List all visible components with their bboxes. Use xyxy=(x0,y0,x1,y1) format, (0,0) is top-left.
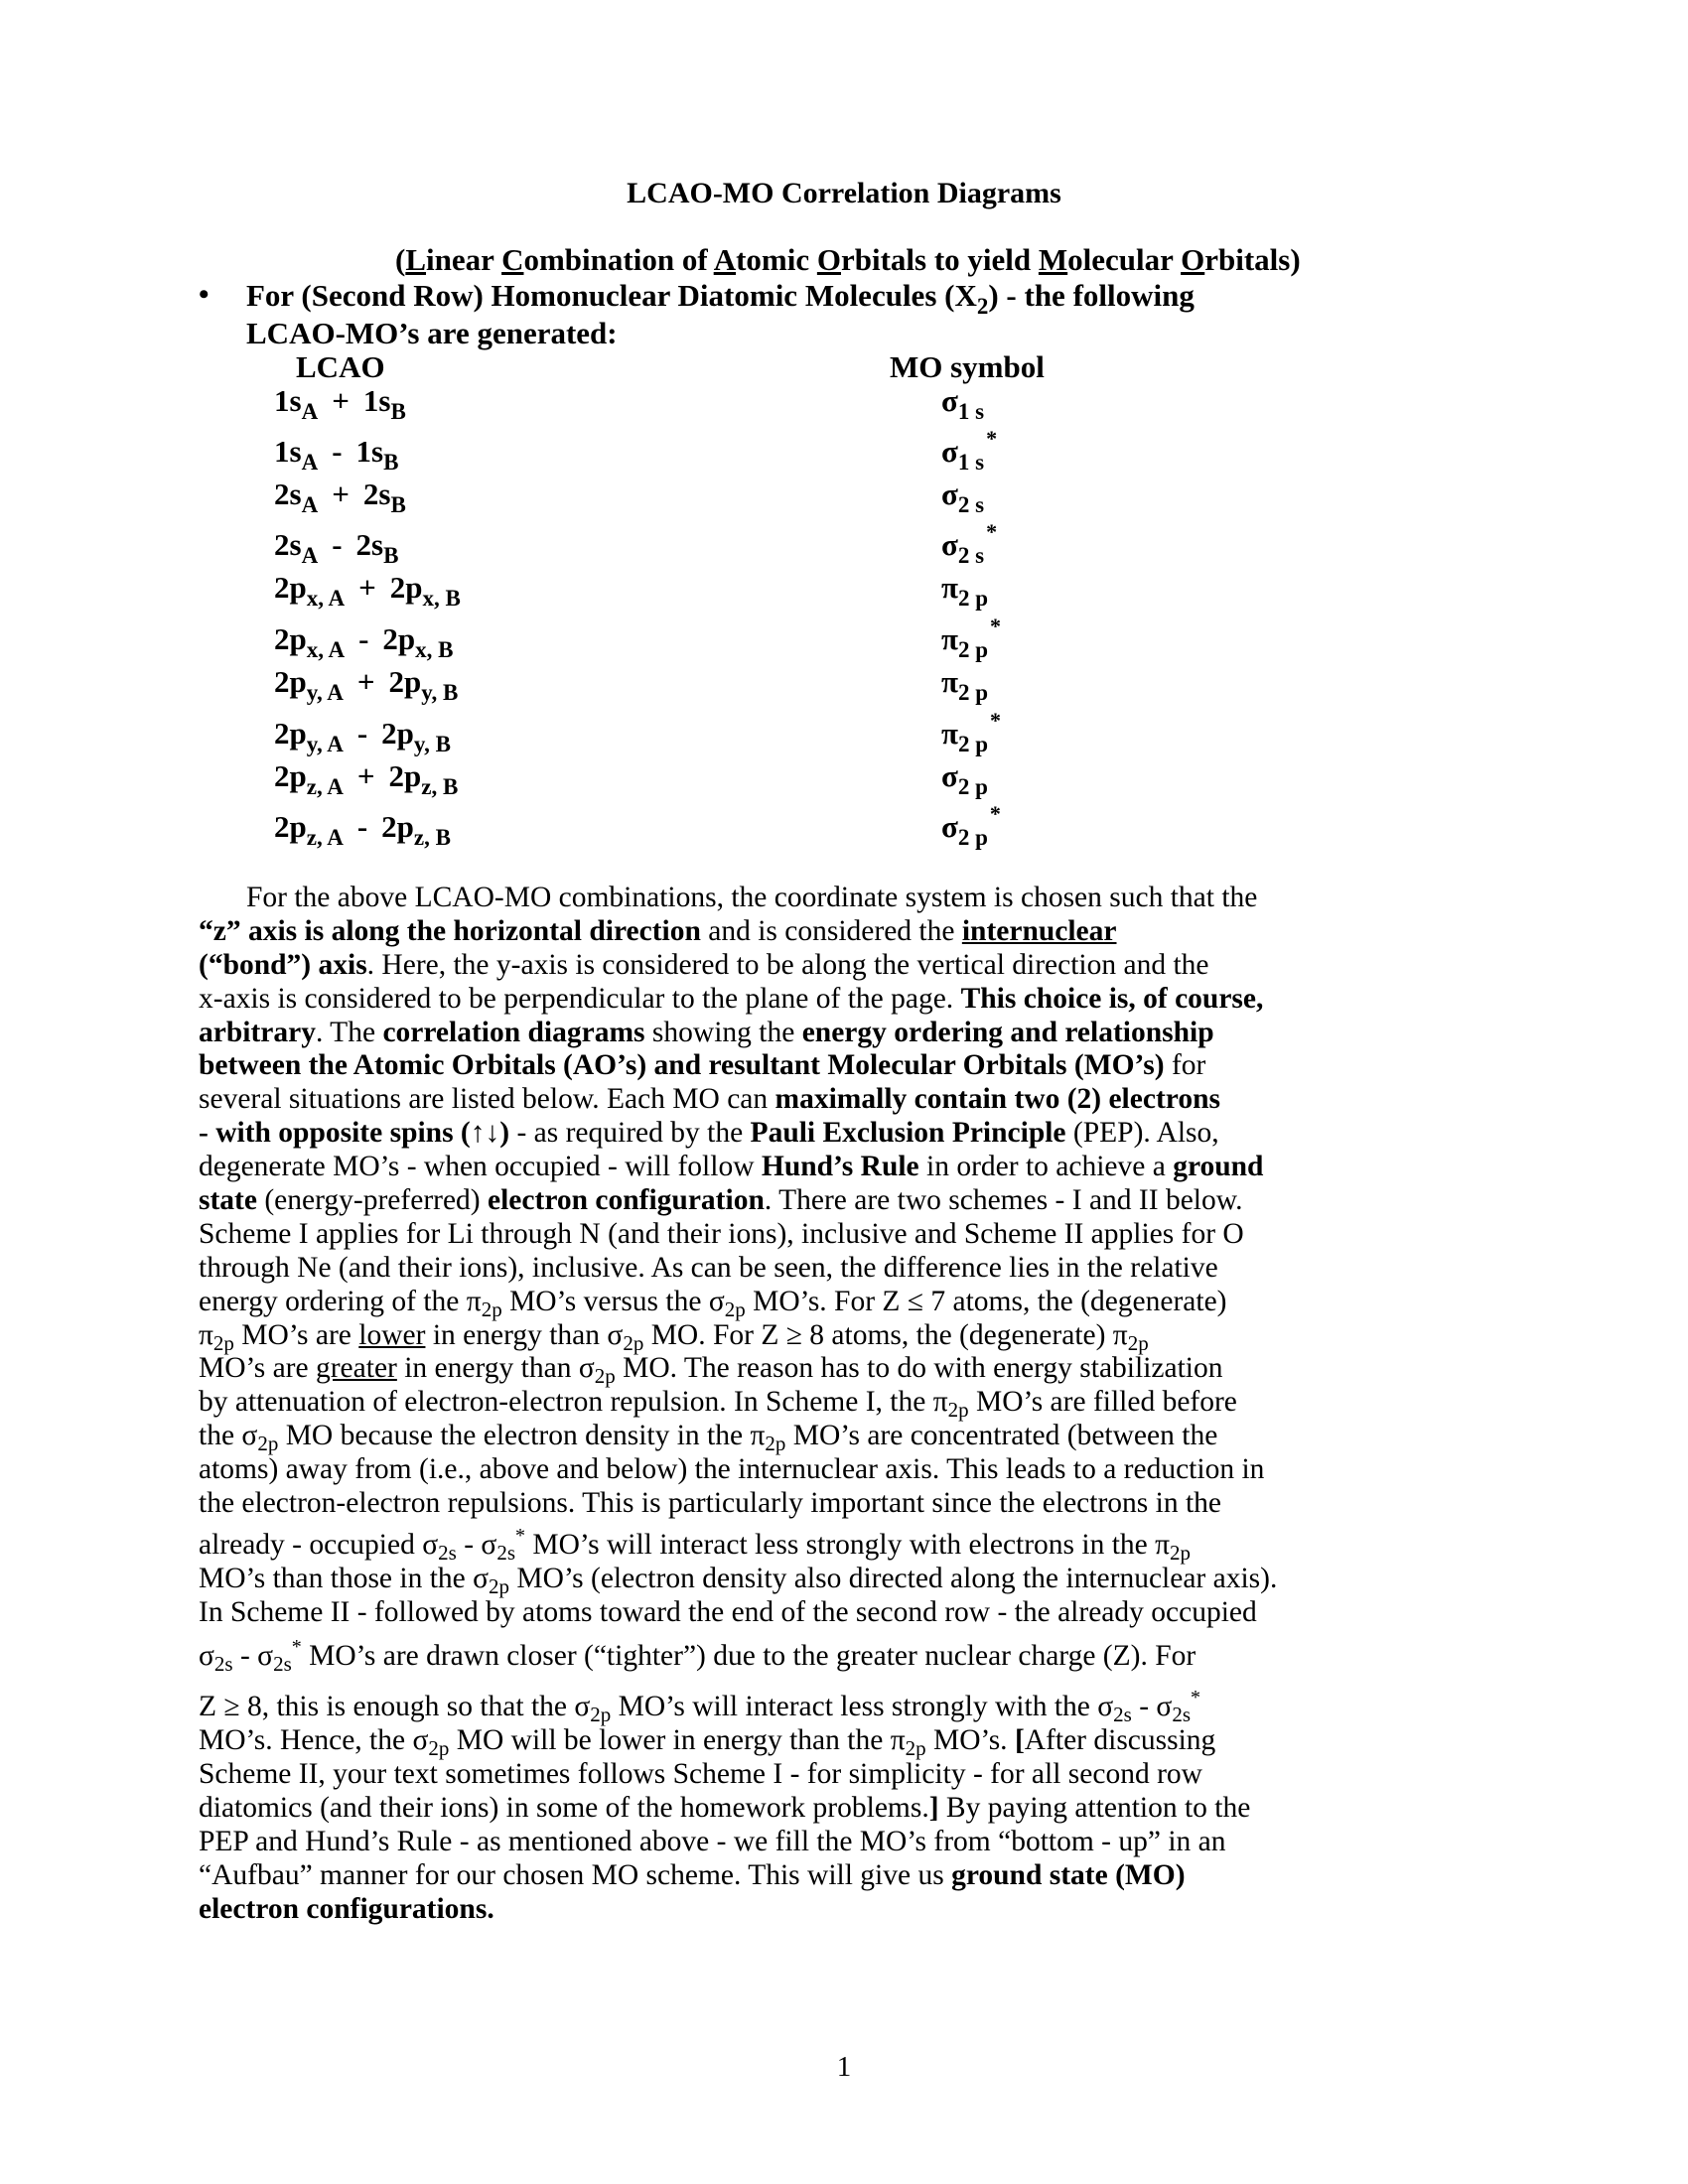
text-line: the $\sigma_{2p}$ MO because the electron density in the $\pi_{2p}$ MO’s are concentrated (between the xyxy=(199,1420,1218,1456)
text-line: MO’s are greater in energy than $\sigma_{2p}$ MO. The reason has to do with energy stabilization xyxy=(199,1352,1223,1389)
text-line: “Aufbau” manner for our chosen MO scheme. This will give us ground state (MO) xyxy=(199,1858,1186,1891)
page-number: 1 xyxy=(836,2051,852,2083)
lcao-column-header: LCAO xyxy=(296,349,385,384)
text-line: diatomics (and their ions) in some of the homework problems.] By paying attention to the xyxy=(199,1792,1251,1825)
lcao-combination: $1s_A + 1s_B$ xyxy=(274,383,406,424)
lcao-combination: $2p_{z, A} + 2p_{z, B}$ xyxy=(274,758,459,799)
lcao-combination: $2p_{x, A} - 2p_{x, B}$ xyxy=(274,621,454,662)
text-line: MO’s. Hence, the $\sigma_{2p}$ MO will be lower in energy than the $\pi_{2p}$ MO’s. [After discussing xyxy=(199,1724,1216,1761)
text-line: (“bond”) axis. Here, the y-axis is considered to be along the vertical direction and the xyxy=(199,948,1209,981)
text-line: arbitrary. The correlation diagrams showing the energy ordering and relationship xyxy=(199,1016,1214,1048)
mo-symbol: $\pi_{2 p}^*$ xyxy=(941,708,1002,756)
text-line: x-axis is considered to be perpendicular to the plane of the page. This choice is, of course, xyxy=(199,982,1264,1015)
lcao-combination: $2s_A - 2s_B$ xyxy=(274,527,399,568)
lcao-combination: $2s_A + 2s_B$ xyxy=(274,477,406,517)
text-line: already - occupied $\sigma_{2s} - \sigma_{2s}^*$ MO’s will interact less strongly with electrons in the $\pi_{2p}$ xyxy=(199,1524,1192,1565)
mo-symbol: $\pi_{2 p}$ xyxy=(941,664,989,705)
text-line: - with opposite spins (↑↓) - as required by the Pauli Exclusion Principle (PEP). Also, xyxy=(199,1117,1219,1150)
text-line: Scheme I applies for Li through N (and their ions), inclusive and Scheme II applies for O xyxy=(199,1217,1244,1250)
text-line: the electron-electron repulsions. This is particularly important since the electrons in the xyxy=(199,1487,1221,1520)
lcao-combination: $2p_{y, A} - 2p_{y, B}$ xyxy=(274,716,451,756)
text-line: In Scheme II - followed by atoms toward the end of the second row - the already occupied xyxy=(199,1595,1257,1628)
text-line: between the Atomic Orbitals (AO’s) and resultant Molecular Orbitals (MO’s) for xyxy=(199,1049,1206,1082)
text-line: degenerate MO’s - when occupied - will follow Hund’s Rule in order to achieve a ground xyxy=(199,1151,1264,1183)
text-line: Z ≥ 8, this is enough so that the $\sigma_{2p}$ MO’s will interact less strongly with the $\sigma_{2s} - \sigma_{2s}^*$ xyxy=(199,1687,1201,1727)
text-line: PEP and Hund’s Rule - as mentioned above - we fill the MO’s from “bottom - up” in an xyxy=(199,1826,1226,1858)
mo-symbol: $\pi_{2 p}$ xyxy=(941,570,989,611)
text-line: atoms) away from (i.e., above and below) the internuclear axis. This leads to a reduction in xyxy=(199,1453,1265,1486)
lcao-combination: $1s_A - 1s_B$ xyxy=(274,434,399,475)
lcao-combination: $2p_{z, A} - 2p_{z, B}$ xyxy=(274,809,451,850)
mo-symbol: $\sigma_{2 p}^*$ xyxy=(941,801,1001,850)
text-line: by attenuation of electron-electron repulsion. In Scheme I, the $\pi_{2p}$ MO’s are filled before xyxy=(199,1386,1237,1423)
mo-column-header: MO symbol xyxy=(890,349,1045,384)
text-line: “z” axis is along the horizontal direction and is considered the internuclear xyxy=(199,914,1117,947)
text-line: through Ne (and their ions), inclusive. As can be seen, the difference lies in the relative xyxy=(199,1251,1218,1284)
bullet-text-line1: For (Second Row) Homonuclear Diatomic Molecules $(X_2)$ - the following xyxy=(246,278,1195,319)
text-line: energy ordering of the $\pi_{2p}$ MO’s versus the $\sigma_{2p}$ MO’s. For Z ≤ 7 atoms, the (degenerate) xyxy=(199,1285,1227,1321)
text-line: $\pi_{2p}$ MO’s are lower in energy than $\sigma_{2p}$ MO. For Z ≥ 8 atoms, the (degenerate) $\pi_{2p}$ xyxy=(199,1318,1149,1355)
page-title: LCAO-MO Correlation Diagrams xyxy=(627,177,1061,209)
mo-symbol: $\sigma_{1 s}^*$ xyxy=(941,426,998,475)
bullet-icon: • xyxy=(199,278,210,311)
mo-symbol: $\sigma_{2 s}$ xyxy=(941,477,985,517)
lcao-combination: $2p_{x, A} + 2p_{x, B}$ xyxy=(274,570,461,611)
mo-symbol: $\pi_{2 p}^*$ xyxy=(941,614,1002,662)
mo-symbol: $\sigma_{2 p}$ xyxy=(941,758,988,799)
text-line: state (energy-preferred) electron configuration. There are two schemes - I and II below. xyxy=(199,1184,1243,1217)
subtitle: (Linear Combination of Atomic Orbitals to yield Molecular Orbitals) xyxy=(395,242,1301,277)
body-paragraph xyxy=(199,882,1400,1927)
mo-symbol: $\sigma_{1 s}$ xyxy=(941,383,985,424)
text-line: Scheme II, your text sometimes follows Scheme I - for simplicity - for all second row xyxy=(199,1758,1202,1791)
mo-symbol: $\sigma_{2 s}^*$ xyxy=(941,519,998,568)
lcao-combination: $2p_{y, A} + 2p_{y, B}$ xyxy=(274,664,459,705)
text-line: For the above LCAO-MO combinations, the coordinate system is chosen such that the xyxy=(246,882,1258,913)
text-line: several situations are listed below. Each MO can maximally contain two (2) electrons xyxy=(199,1083,1220,1116)
text-line: MO’s than those in the $\sigma_{2p}$ MO’s (electron density also directed along the internuclear axis). xyxy=(199,1562,1278,1598)
text-line: electron configurations. xyxy=(199,1892,494,1925)
bullet-text-line2: LCAO-MO’s are generated: xyxy=(246,316,618,350)
text-line: $\sigma_{2s} - \sigma_{2s}^*$ MO’s are drawn closer (“tighter”) due to the greater nuclear charge (Z). For xyxy=(199,1635,1196,1676)
